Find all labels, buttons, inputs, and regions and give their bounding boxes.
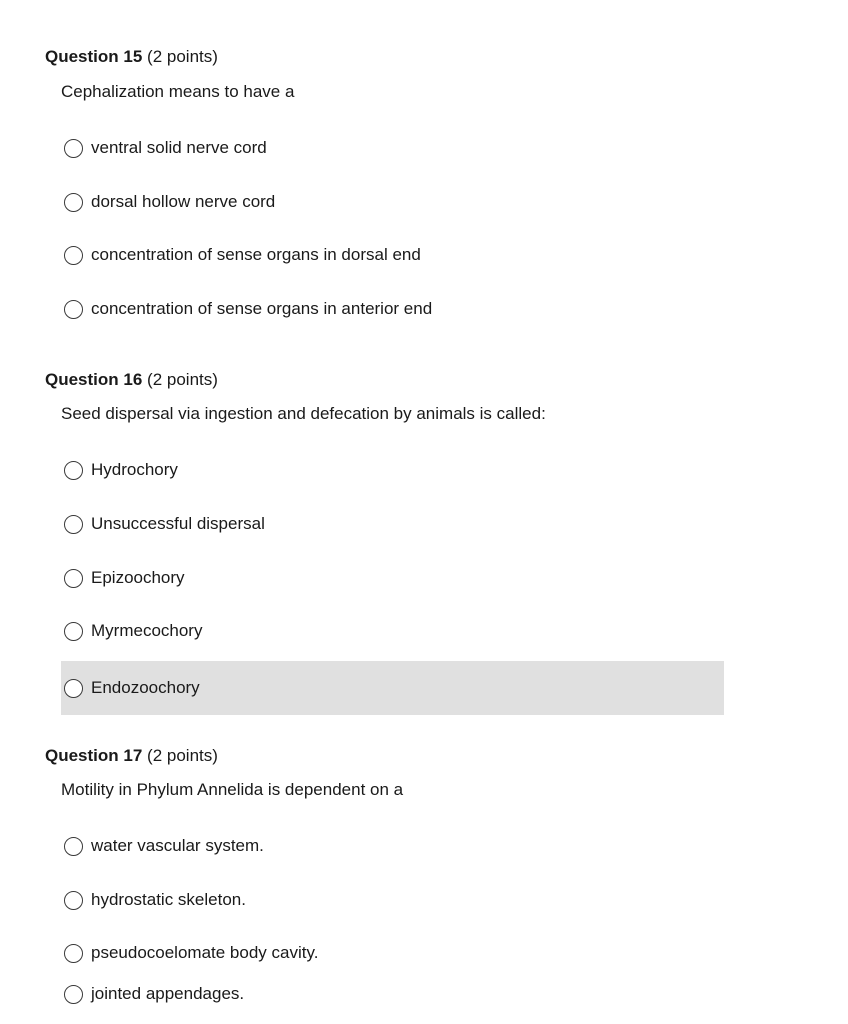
answer-option[interactable] [61,282,724,336]
answer-option[interactable] [61,551,724,605]
answer-option[interactable] [61,819,724,873]
question-header [45,745,218,767]
answer-option[interactable] [61,175,724,229]
answer-option[interactable] [61,497,724,551]
answer-option-label: Endozoochory [91,678,200,697]
answer-option[interactable] [61,967,724,1021]
answer-option-label: water vascular system. [91,836,264,855]
radio-button-icon[interactable] [64,944,83,963]
answer-option-label: concentration of sense organs in anterior end [91,299,433,318]
radio-button-icon[interactable] [64,300,83,319]
radio-button-icon[interactable] [64,569,83,588]
answer-option-label: Hydrochory [91,460,178,479]
question-number: Question 15 [45,47,143,66]
question-prompt: Seed dispersal via ingestion and defecation by animals is called: [61,404,546,423]
question-points: (2 points) [147,746,218,765]
radio-button-icon[interactable] [64,837,83,856]
question-points: (2 points) [147,47,218,66]
radio-button-icon[interactable] [64,139,83,158]
question-header [45,369,218,391]
answer-option-label: ventral solid nerve cord [91,138,267,157]
question-header [45,46,218,68]
answer-option[interactable] [61,873,724,927]
answer-option-label: hydrostatic skeleton. [91,890,246,909]
question-points: (2 points) [147,370,218,389]
radio-button-icon[interactable] [64,515,83,534]
radio-button-icon[interactable] [64,985,83,1004]
radio-button-icon[interactable] [64,193,83,212]
answer-option-label: pseudocoelomate body cavity. [91,943,319,962]
question-prompt: Motility in Phylum Annelida is dependent on a [61,780,404,799]
answer-option-label: concentration of sense organs in dorsal end [91,245,421,264]
question-prompt: Cephalization means to have a [61,82,295,101]
answer-option[interactable] [61,604,724,658]
answer-option[interactable] [61,228,724,282]
radio-button-icon[interactable] [64,246,83,265]
answer-option-label: Myrmecochory [91,621,203,640]
answer-option-label: Epizoochory [91,568,185,587]
question-number: Question 17 [45,746,143,765]
radio-button-icon[interactable] [64,679,83,698]
answer-option-label: jointed appendages. [91,984,245,1003]
answer-option-label: Unsuccessful dispersal [91,514,265,533]
radio-button-icon[interactable] [64,622,83,641]
radio-button-icon[interactable] [64,461,83,480]
answer-option[interactable] [61,443,724,497]
answer-option-label: dorsal hollow nerve cord [91,192,276,211]
radio-button-icon[interactable] [64,891,83,910]
answer-option[interactable] [61,121,724,175]
question-number: Question 16 [45,370,143,389]
answer-option-highlighted[interactable] [61,661,724,715]
